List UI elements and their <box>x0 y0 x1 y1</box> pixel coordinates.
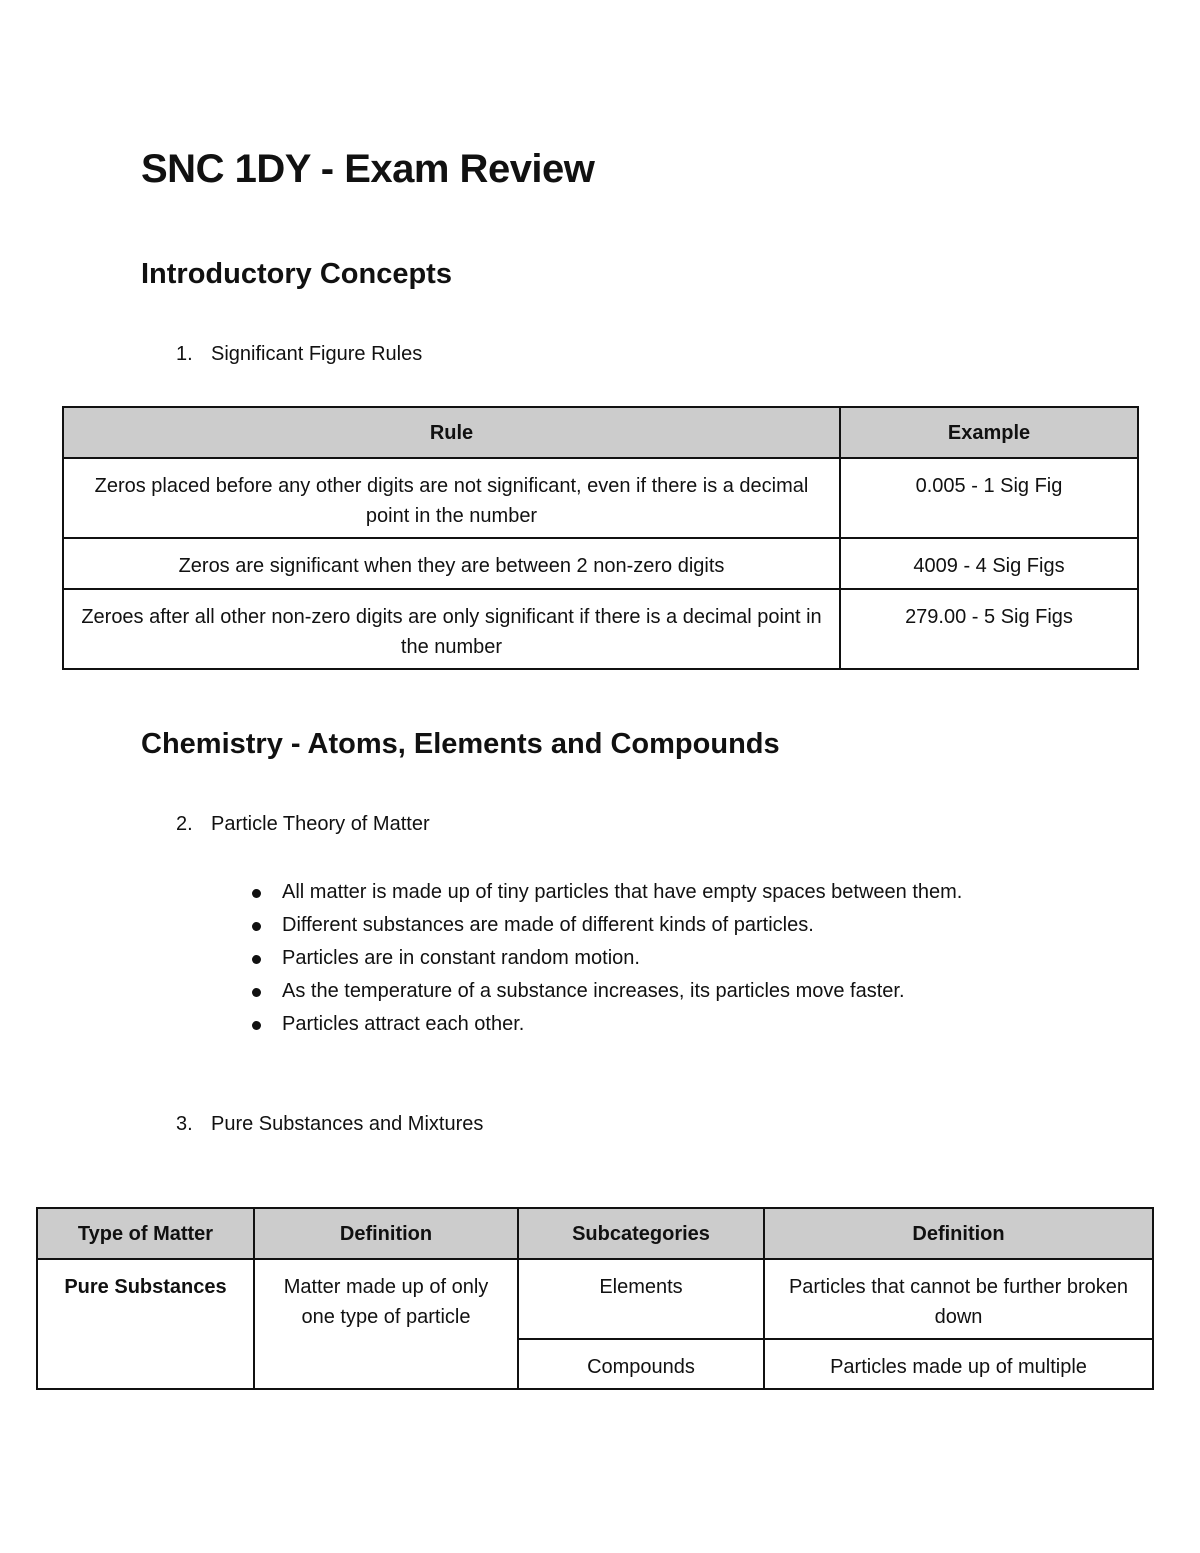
bullet-item: Particles attract each other. <box>248 1008 1008 1041</box>
table-row <box>37 1259 1153 1339</box>
page-title: SNC 1DY - Exam Review <box>141 147 595 191</box>
list-number: 2. <box>176 813 193 835</box>
subcategory-definition-cell: Particles made up of multiple <box>764 1339 1153 1389</box>
list-number: 3. <box>176 1113 193 1135</box>
sig-fig-table <box>62 406 1139 670</box>
table-row <box>63 458 1138 538</box>
bullet-item: Particles are in constant random motion. <box>248 942 1008 975</box>
subcategory-definition-cell: Particles that cannot be further broken down <box>764 1259 1153 1339</box>
example-cell: 4009 - 4 Sig Figs <box>840 538 1138 589</box>
table-header: Definition <box>764 1208 1153 1259</box>
subcategory-cell: Compounds <box>518 1339 764 1389</box>
example-cell: 279.00 - 5 Sig Figs <box>840 589 1138 669</box>
bullet-item: Different substances are made of different kinds of particles. <box>248 909 1008 942</box>
matter-table <box>36 1207 1154 1390</box>
bullet-item: As the temperature of a substance increases, its particles move faster. <box>248 975 1008 1008</box>
bullet-item: All matter is made up of tiny particles that have empty spaces between them. <box>248 876 1008 909</box>
list-item: Pure Substances and Mixtures <box>211 1113 484 1135</box>
table-header: Example <box>840 407 1138 458</box>
rule-cell: Zeroes after all other non-zero digits are only significant if there is a decimal point in the number <box>63 589 840 669</box>
particle-theory-list <box>248 876 1008 1041</box>
subcategory-cell: Elements <box>518 1259 764 1339</box>
table-row <box>63 589 1138 669</box>
definition-cell: Matter made up of only one type of particle <box>254 1259 518 1389</box>
table-header: Type of Matter <box>37 1208 254 1259</box>
section-heading: Chemistry - Atoms, Elements and Compounds <box>141 728 780 760</box>
type-cell: Pure Substances <box>37 1259 254 1389</box>
list-item: Significant Figure Rules <box>211 343 423 365</box>
table-header: Definition <box>254 1208 518 1259</box>
example-cell: 0.005 - 1 Sig Fig <box>840 458 1138 538</box>
rule-cell: Zeros are significant when they are between 2 non-zero digits <box>63 538 840 589</box>
table-header: Rule <box>63 407 840 458</box>
list-number: 1. <box>176 343 193 365</box>
table-header: Subcategories <box>518 1208 764 1259</box>
rule-cell: Zeros placed before any other digits are not significant, even if there is a decimal point in the number <box>63 458 840 538</box>
list-item: Particle Theory of Matter <box>211 813 430 835</box>
table-row <box>63 538 1138 589</box>
section-heading: Introductory Concepts <box>141 258 452 290</box>
